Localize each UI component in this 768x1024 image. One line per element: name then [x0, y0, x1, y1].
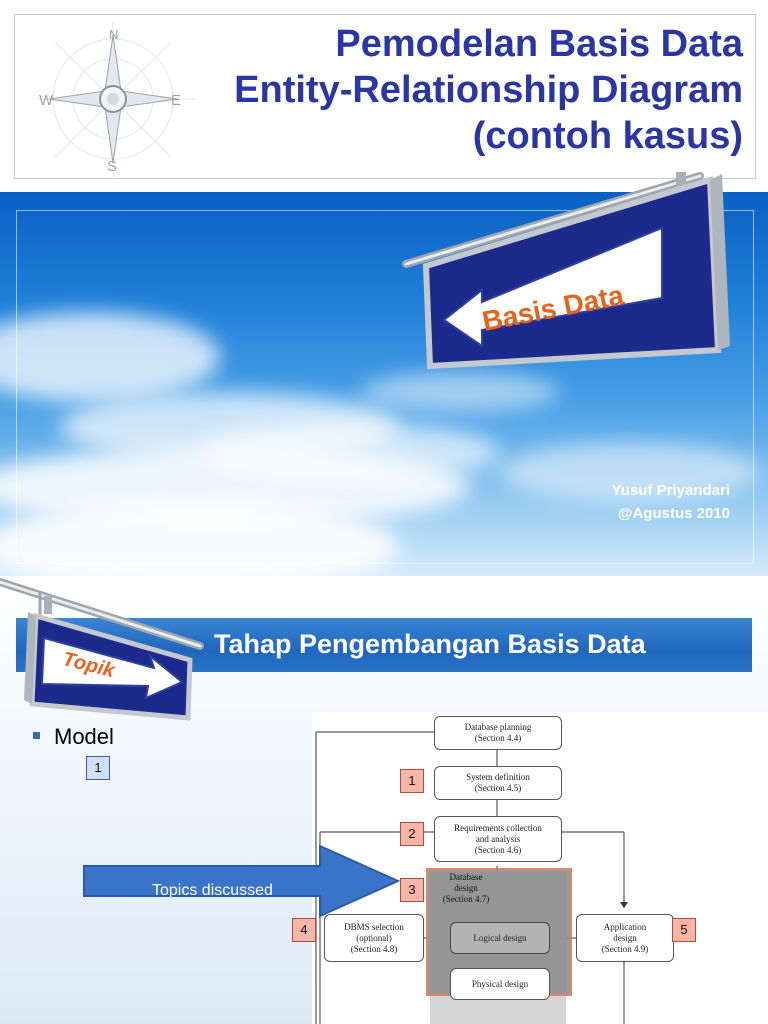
marker-3: 3 [400, 878, 424, 902]
topik-sign-text: Topik [60, 648, 117, 683]
svg-text:W: W [39, 92, 54, 109]
stage-database-planning: Database planning (Section 4.4) [434, 716, 562, 750]
svg-text:N: N [109, 27, 119, 42]
svg-text:E: E [171, 92, 182, 109]
author-date: @Agustus 2010 [617, 505, 730, 522]
title-line-2: Entity-Relationship Diagram [234, 69, 743, 111]
topics-discussed-arrow [82, 844, 402, 918]
author-name: Yusuf Priyandari [611, 482, 730, 499]
marker-5: 5 [672, 918, 696, 942]
marker-4: 4 [292, 918, 316, 942]
model-number-badge: 1 [86, 756, 110, 780]
slide2-title: Tahap Pengembangan Basis Data [214, 629, 646, 659]
bullet-square-icon [33, 732, 40, 739]
slide1-title [234, 21, 743, 159]
title-line-1: Pemodelan Basis Data [335, 23, 743, 65]
marker-2: 2 [400, 822, 424, 846]
stage-dbms-selection: DBMS selection (optional) (Section 4.8) [324, 914, 424, 962]
stage-physical-design: Physical design [450, 968, 550, 1000]
stage-logical-design: Logical design [450, 922, 550, 954]
stage-application-design: Application design (Section 4.9) [576, 914, 674, 962]
basis-data-sign [400, 170, 740, 380]
slide2 [0, 576, 768, 1024]
svg-text:S: S [107, 158, 118, 175]
slide1-title-panel [14, 14, 756, 179]
topics-discussed-label: Topics discussed [152, 882, 273, 899]
title-line-3: (contoh kasus) [472, 115, 743, 157]
stage-requirements: Requirements collection and analysis (Section 4.6) [434, 816, 562, 862]
database-design-label: Database design (Section 4.7) [442, 872, 490, 904]
basis-data-sign-text: Basis Data [479, 279, 627, 338]
bullet-model [33, 724, 114, 750]
stage-system-definition: System definition (Section 4.5) [434, 766, 562, 800]
topik-sign [0, 576, 215, 726]
compass-icon [25, 17, 205, 179]
marker-1: 1 [400, 769, 424, 793]
bullet-model-text: Model [54, 724, 114, 749]
